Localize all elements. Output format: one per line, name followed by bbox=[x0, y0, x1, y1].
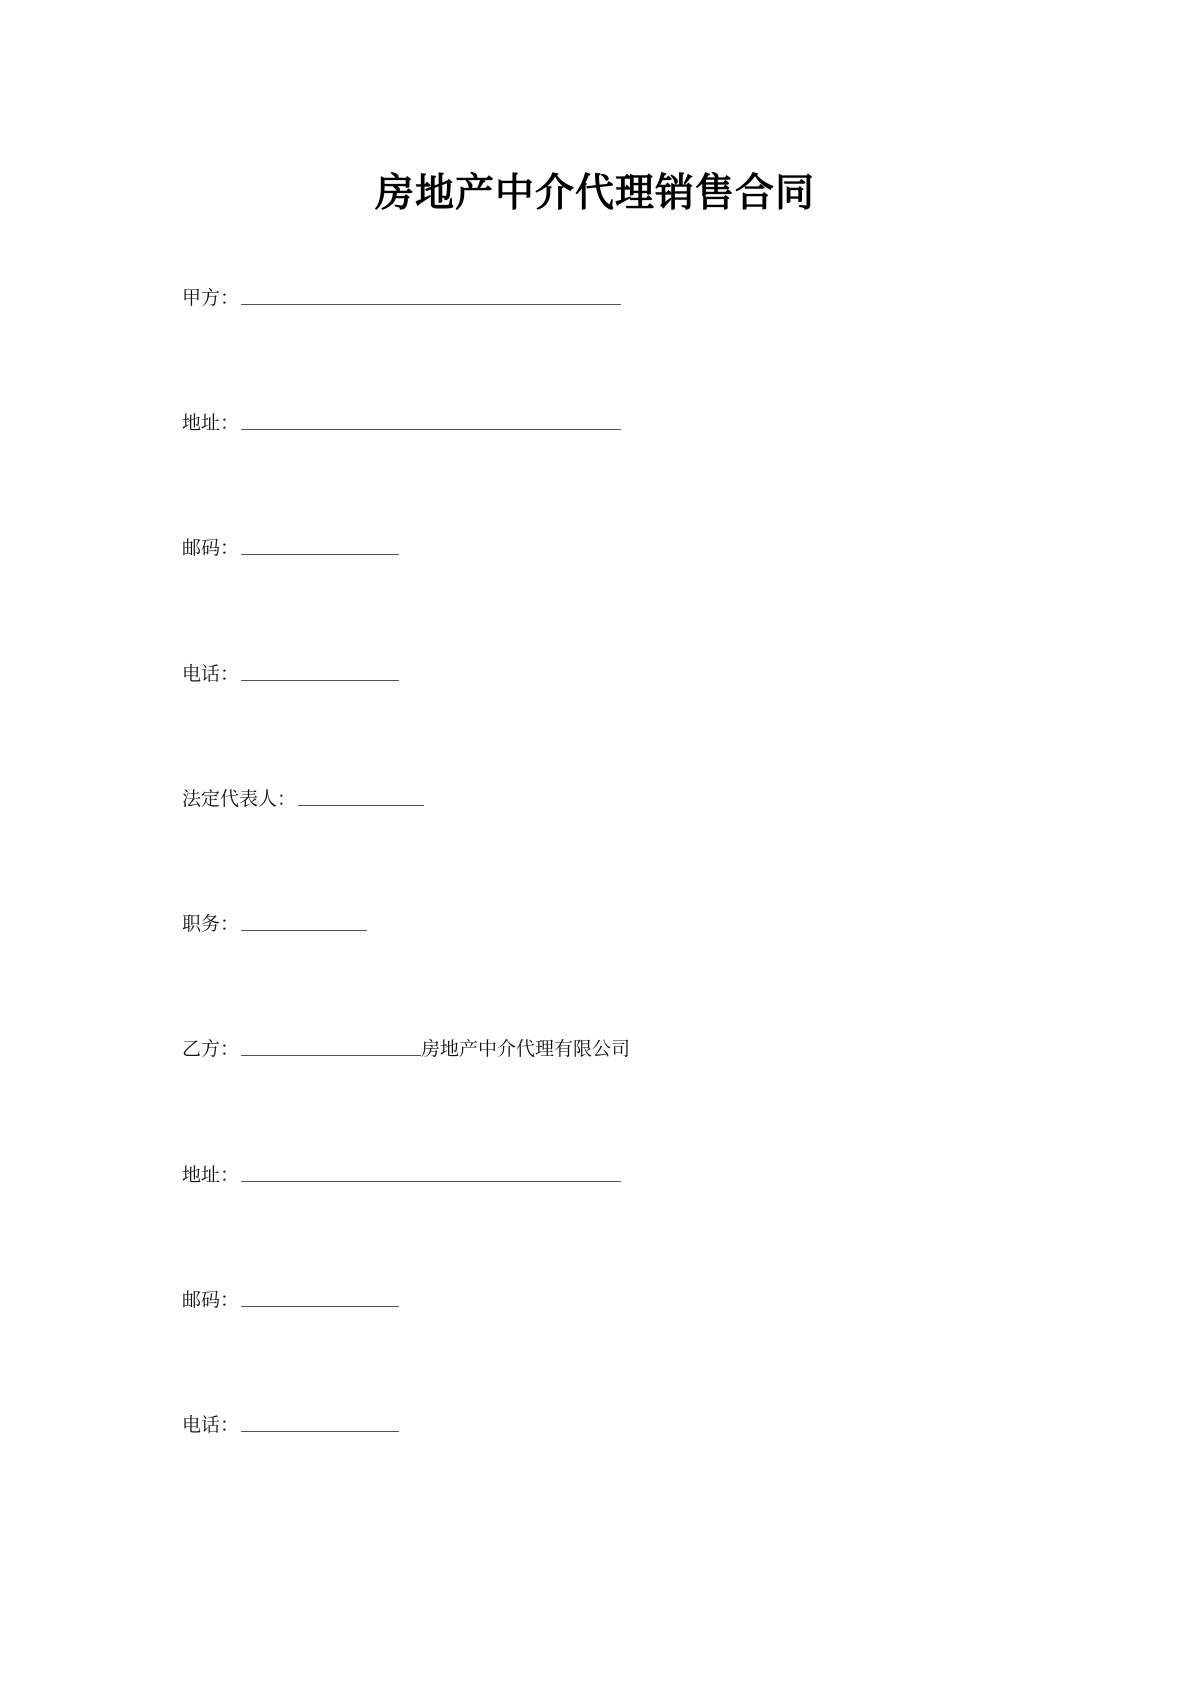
blank-line[interactable] bbox=[241, 554, 399, 555]
document-title: 房地产中介代理销售合同 bbox=[374, 170, 815, 216]
blank-line[interactable] bbox=[241, 1055, 421, 1056]
field-party-a-phone bbox=[182, 656, 399, 686]
field-label: 邮码： bbox=[182, 1289, 240, 1311]
party-b-company-suffix: 房地产中介代理有限公司 bbox=[421, 1038, 631, 1060]
field-legal-representative bbox=[182, 781, 424, 811]
field-label: 地址： bbox=[182, 1164, 240, 1186]
field-label: 乙方： bbox=[182, 1038, 240, 1060]
field-party-a bbox=[182, 280, 621, 310]
blank-line[interactable] bbox=[241, 1306, 399, 1307]
blank-line[interactable] bbox=[298, 805, 424, 806]
field-label: 法定代表人： bbox=[182, 788, 297, 810]
blank-line[interactable] bbox=[241, 930, 367, 931]
blank-line[interactable] bbox=[241, 1181, 621, 1182]
field-party-a-address bbox=[182, 405, 621, 435]
field-label: 甲方： bbox=[182, 287, 240, 309]
field-label: 电话： bbox=[182, 1414, 240, 1436]
field-party-b-phone bbox=[182, 1407, 399, 1437]
field-label: 电话： bbox=[182, 663, 240, 685]
field-label: 邮码： bbox=[182, 537, 240, 559]
field-party-b bbox=[182, 1031, 630, 1061]
blank-line[interactable] bbox=[241, 429, 621, 430]
field-label: 地址： bbox=[182, 412, 240, 434]
field-label: 职务： bbox=[182, 913, 240, 935]
field-party-b-address bbox=[182, 1157, 621, 1187]
blank-line[interactable] bbox=[241, 680, 399, 681]
field-party-a-postcode bbox=[182, 530, 399, 560]
field-position bbox=[182, 906, 367, 936]
blank-line[interactable] bbox=[241, 304, 621, 305]
field-party-b-postcode bbox=[182, 1282, 399, 1312]
blank-line[interactable] bbox=[241, 1431, 399, 1432]
